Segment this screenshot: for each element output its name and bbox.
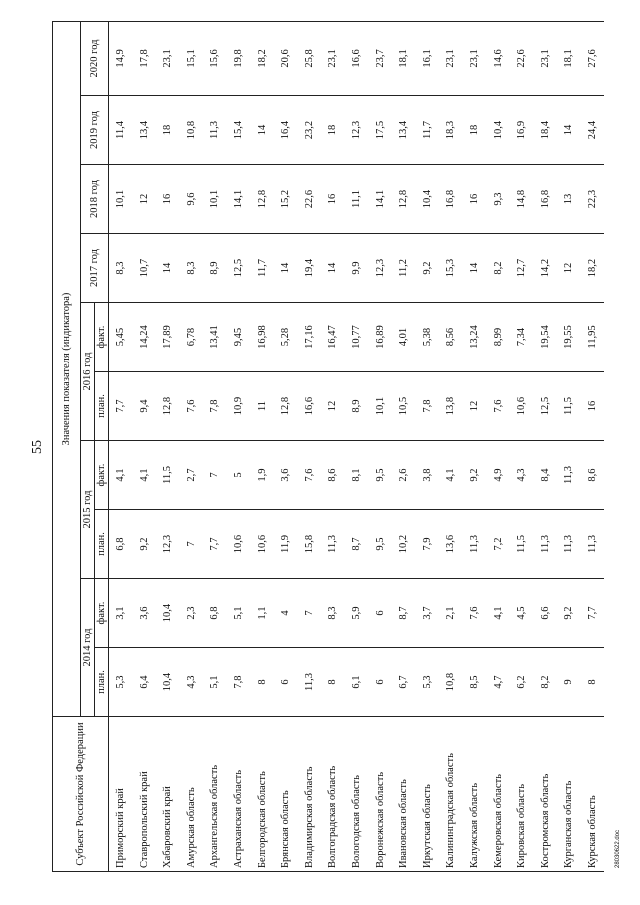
value-cell: 18,2 [251,21,275,95]
value-cell: 6 [274,648,298,717]
value-cell: 17,5 [369,96,393,165]
table-row [369,21,393,871]
value-cell: 5,1 [203,648,227,717]
value-cell: 7,8 [203,372,227,441]
region-cell: Амурская область [180,717,204,872]
value-cell: 11,4 [109,96,133,165]
value-cell: 16,89 [369,303,393,372]
value-cell: 22,6 [298,165,322,234]
value-cell: 16,4 [274,96,298,165]
value-cell: 1,9 [251,441,275,510]
value-cell: 16,47 [321,303,345,372]
value-cell: 11,3 [463,510,487,579]
table-row [109,21,133,871]
value-cell: 3,1 [109,579,133,648]
value-cell: 23,1 [321,21,345,95]
region-cell: Воронежская область [369,717,393,872]
value-cell: 4,01 [392,303,416,372]
value-cell: 23,7 [369,21,393,95]
table-row [463,21,487,871]
year-2019-header: 2019 год [81,96,109,165]
value-cell: 20,6 [274,21,298,95]
value-cell: 10,1 [369,372,393,441]
value-cell: 8,56 [439,303,463,372]
plan-2015-header: план. [95,510,109,579]
value-cell: 11,3 [557,441,581,510]
value-cell: 12,8 [274,372,298,441]
value-cell: 11,5 [557,372,581,441]
value-cell: 7,6 [180,372,204,441]
value-cell: 6,8 [109,510,133,579]
value-cell: 4,1 [133,441,157,510]
region-cell: Иркутская область [416,717,440,872]
value-cell: 25,8 [298,21,322,95]
value-cell: 6,6 [534,579,558,648]
value-cell: 8,4 [534,441,558,510]
value-cell: 15,4 [227,96,251,165]
table-row [392,21,416,871]
value-cell: 8 [581,648,605,717]
value-cell: 14,9 [109,21,133,95]
value-cell: 7,34 [510,303,534,372]
value-cell: 4,1 [487,579,511,648]
region-cell: Курганская область [557,717,581,872]
table-row [439,21,463,871]
value-cell: 8,9 [203,234,227,303]
value-cell: 12,8 [251,165,275,234]
value-cell: 5,1 [227,579,251,648]
value-cell: 14,8 [510,165,534,234]
value-cell: 3,6 [133,579,157,648]
value-cell: 10,6 [251,510,275,579]
table-row [251,21,275,871]
value-cell: 9,45 [227,303,251,372]
value-cell: 18,2 [581,234,605,303]
region-cell: Ивановская область [392,717,416,872]
value-cell: 9,5 [369,510,393,579]
fact-2016-header: факт. [95,303,109,372]
value-cell: 2,3 [180,579,204,648]
value-cell: 23,1 [534,21,558,95]
value-cell: 10,4 [156,648,180,717]
plan-2016-header: план. [95,372,109,441]
value-cell: 4,5 [510,579,534,648]
region-column-header: Субъект Российской Федерации [53,717,109,872]
region-cell: Костромская область [534,717,558,872]
page-number: 55 [30,440,45,454]
value-cell: 12 [321,372,345,441]
value-cell: 11,3 [534,510,558,579]
value-cell: 15,6 [203,21,227,95]
value-cell: 11 [251,372,275,441]
value-cell: 9,5 [369,441,393,510]
value-cell: 15,3 [439,234,463,303]
year-2016-header: 2016 год [81,303,95,441]
value-cell: 8,2 [487,234,511,303]
value-cell: 8 [321,648,345,717]
value-cell: 14 [251,96,275,165]
value-cell: 7,8 [227,648,251,717]
value-cell: 13 [557,165,581,234]
value-cell: 12 [557,234,581,303]
value-cell: 9,4 [133,372,157,441]
value-cell: 14 [557,96,581,165]
value-cell: 23,1 [156,21,180,95]
region-cell: Вологодская область [345,717,369,872]
value-cell: 18,4 [534,96,558,165]
value-cell: 7,7 [109,372,133,441]
value-cell: 13,4 [133,96,157,165]
value-cell: 24,4 [581,96,605,165]
value-cell: 10,8 [439,648,463,717]
plan-2014-header: план. [95,648,109,717]
value-cell: 17,8 [133,21,157,95]
value-cell: 11,3 [203,96,227,165]
value-cell: 8,99 [487,303,511,372]
value-cell: 5,3 [109,648,133,717]
value-cell: 14 [274,234,298,303]
value-cell: 8,2 [534,648,558,717]
table-row [298,21,322,871]
value-cell: 23,1 [439,21,463,95]
value-cell: 8,1 [345,441,369,510]
value-cell: 14,24 [133,303,157,372]
value-cell: 12,3 [156,510,180,579]
value-cell: 23,1 [463,21,487,95]
region-cell: Кемеровская область [487,717,511,872]
year-2014-header: 2014 год [81,579,95,717]
value-cell: 11,9 [274,510,298,579]
value-cell: 14,6 [487,21,511,95]
value-cell: 17,16 [298,303,322,372]
value-cell: 14,1 [369,165,393,234]
region-cell: Ставропольский край [133,717,157,872]
value-cell: 11,7 [251,234,275,303]
value-cell: 5,45 [109,303,133,372]
value-cell: 10,6 [227,510,251,579]
value-cell: 5 [227,441,251,510]
value-cell: 10,4 [156,579,180,648]
value-cell: 14 [156,234,180,303]
value-cell: 4,7 [487,648,511,717]
value-cell: 11,5 [510,510,534,579]
value-cell: 12,8 [392,165,416,234]
indicator-table [52,21,604,872]
table-row [203,21,227,871]
value-cell: 4,1 [439,441,463,510]
value-cell: 6 [369,579,393,648]
value-cell: 12 [133,165,157,234]
region-cell: Калужская область [463,717,487,872]
value-cell: 13,4 [392,96,416,165]
table-row [156,21,180,871]
value-cell: 7,7 [581,579,605,648]
value-cell: 8,3 [180,234,204,303]
value-cell: 19,4 [298,234,322,303]
value-cell: 4,3 [180,648,204,717]
value-cell: 6,78 [180,303,204,372]
value-cell: 2,7 [180,441,204,510]
value-cell: 16 [581,372,605,441]
value-cell: 7 [203,441,227,510]
value-cell: 4,3 [510,441,534,510]
value-cell: 18 [463,96,487,165]
value-cell: 11,1 [345,165,369,234]
table-row [180,21,204,871]
value-cell: 8,6 [321,441,345,510]
value-cell: 8 [251,648,275,717]
region-cell: Белгородская область [251,717,275,872]
region-cell: Архангельская область [203,717,227,872]
table-row [534,21,558,871]
table-row [133,21,157,871]
value-cell: 6,1 [345,648,369,717]
table-row [416,21,440,871]
value-cell: 11,3 [298,648,322,717]
value-cell: 8,7 [345,510,369,579]
region-cell: Волгоградская область [321,717,345,872]
value-cell: 9,3 [487,165,511,234]
value-cell: 2,1 [439,579,463,648]
value-cell: 13,24 [463,303,487,372]
value-cell: 22,6 [510,21,534,95]
value-cell: 7,6 [487,372,511,441]
region-cell: Калининградская область [439,717,463,872]
document-filename: 28030622.doc [615,829,621,868]
value-cell: 7,9 [416,510,440,579]
value-cell: 16,8 [439,165,463,234]
region-cell: Хабаровский край [156,717,180,872]
table-row [321,21,345,871]
region-cell: Астраханская область [227,717,251,872]
value-cell: 1,1 [251,579,275,648]
value-cell: 5,38 [416,303,440,372]
value-cell: 19,54 [534,303,558,372]
value-cell: 7,7 [203,510,227,579]
value-cell: 9,9 [345,234,369,303]
value-cell: 6,4 [133,648,157,717]
value-cell: 8,3 [321,579,345,648]
value-cell: 9,2 [133,510,157,579]
value-cell: 11,7 [416,96,440,165]
value-cell: 7 [298,579,322,648]
value-cell: 9,2 [416,234,440,303]
table-header [53,21,109,871]
value-cell: 12 [463,372,487,441]
value-cell: 11,2 [392,234,416,303]
table-row [227,21,251,871]
region-cell: Владимирская область [298,717,322,872]
value-cell: 12,5 [534,372,558,441]
value-cell: 16,6 [345,21,369,95]
value-cell: 6 [369,648,393,717]
value-cell: 15,1 [180,21,204,95]
value-cell: 13,8 [439,372,463,441]
value-cell: 8,7 [392,579,416,648]
value-cell: 7,2 [487,510,511,579]
value-cell: 13,6 [439,510,463,579]
year-2015-header: 2015 год [81,441,95,579]
value-cell: 16,98 [251,303,275,372]
value-cell: 6,2 [510,648,534,717]
region-cell: Курская область [581,717,605,872]
region-cell: Кировская область [510,717,534,872]
value-cell: 9 [557,648,581,717]
value-cell: 10,1 [203,165,227,234]
value-cell: 10,8 [180,96,204,165]
value-cell: 17,89 [156,303,180,372]
value-cell: 14,2 [534,234,558,303]
value-cell: 10,4 [416,165,440,234]
value-cell: 18,3 [439,96,463,165]
value-cell: 8,5 [463,648,487,717]
value-cell: 19,55 [557,303,581,372]
value-cell: 8,6 [581,441,605,510]
table-row [274,21,298,871]
value-cell: 18,1 [392,21,416,95]
value-cell: 15,2 [274,165,298,234]
value-cell: 16 [156,165,180,234]
value-cell: 11,3 [321,510,345,579]
value-cell: 14 [463,234,487,303]
value-cell: 4,9 [487,441,511,510]
value-cell: 8,3 [109,234,133,303]
value-cell: 15,8 [298,510,322,579]
value-cell: 8,9 [345,372,369,441]
year-2018-header: 2018 год [81,165,109,234]
region-cell: Приморский край [109,717,133,872]
value-cell: 16,8 [534,165,558,234]
value-cell: 18 [156,96,180,165]
value-cell: 9,6 [180,165,204,234]
value-cell: 14 [321,234,345,303]
value-cell: 10,5 [392,372,416,441]
value-cell: 4 [274,579,298,648]
value-cell: 19,8 [227,21,251,95]
value-cell: 23,2 [298,96,322,165]
value-cell: 10,6 [510,372,534,441]
value-cell: 16,9 [510,96,534,165]
value-cell: 3,7 [416,579,440,648]
table-row [487,21,511,871]
table-row [510,21,534,871]
value-cell: 5,28 [274,303,298,372]
value-cell: 12,8 [156,372,180,441]
value-cell: 11,3 [581,510,605,579]
value-cell: 7 [180,510,204,579]
fact-2014-header: факт. [95,579,109,648]
value-cell: 7,6 [298,441,322,510]
value-cell: 12,7 [510,234,534,303]
year-2020-header: 2020 год [81,21,109,95]
value-cell: 13,41 [203,303,227,372]
value-cell: 10,4 [487,96,511,165]
rotated-content [28,22,628,872]
value-cell: 18 [321,96,345,165]
value-cell: 4,1 [109,441,133,510]
year-2017-header: 2017 год [81,234,109,303]
value-cell: 14,1 [227,165,251,234]
value-cell: 3,6 [274,441,298,510]
value-cell: 18,1 [557,21,581,95]
value-cell: 5,3 [416,648,440,717]
table-row [557,21,581,871]
fact-2015-header: факт. [95,441,109,510]
value-cell: 12,5 [227,234,251,303]
value-cell: 10,7 [133,234,157,303]
value-cell: 10,9 [227,372,251,441]
value-cell: 6,7 [392,648,416,717]
region-cell: Брянская область [274,717,298,872]
value-cell: 16 [463,165,487,234]
value-cell: 10,2 [392,510,416,579]
value-cell: 11,3 [557,510,581,579]
value-cell: 12,3 [369,234,393,303]
value-cell: 10,1 [109,165,133,234]
value-cell: 11,95 [581,303,605,372]
value-cell: 2,6 [392,441,416,510]
value-cell: 11,5 [156,441,180,510]
value-cell: 16,1 [416,21,440,95]
table-body [109,21,605,871]
value-cell: 7,6 [463,579,487,648]
value-cell: 22,3 [581,165,605,234]
value-cell: 9,2 [557,579,581,648]
table-row [345,21,369,871]
table-row [581,21,605,871]
value-cell: 12,3 [345,96,369,165]
value-cell: 27,6 [581,21,605,95]
value-cell: 5,9 [345,579,369,648]
value-cell: 3,8 [416,441,440,510]
value-cell: 16 [321,165,345,234]
value-cell: 7,8 [416,372,440,441]
value-cell: 6,8 [203,579,227,648]
value-cell: 9,2 [463,441,487,510]
values-header: Значения показателя (индикатора) [53,21,81,716]
value-cell: 10,77 [345,303,369,372]
value-cell: 16,6 [298,372,322,441]
